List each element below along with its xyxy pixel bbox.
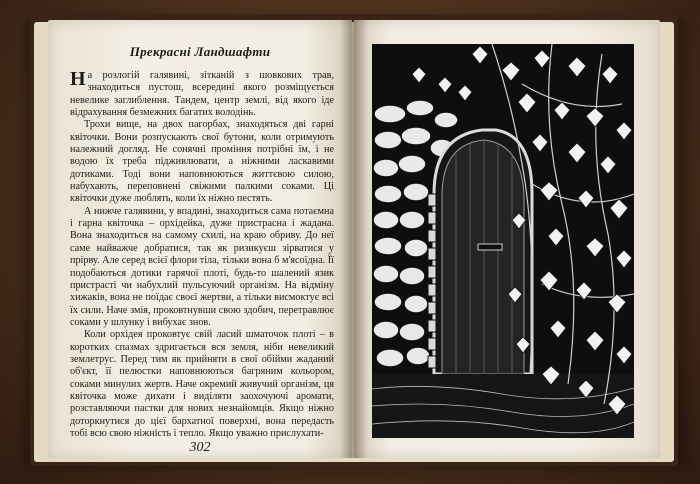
right-page bbox=[354, 20, 660, 458]
book-spine-shadow bbox=[340, 20, 368, 458]
left-page bbox=[48, 20, 352, 458]
paragraph-text: а розлогій галявині, зітканій з шовкових трав, знаходиться пустош, всередині якого розміщується невелике заглиблення. Тандем, центр землі, від якого ідe відрахування безмежних багатих володінь. bbox=[70, 70, 334, 119]
drop-cap: Н bbox=[70, 68, 86, 90]
page-body-text bbox=[70, 70, 334, 440]
page-number: 302 bbox=[189, 440, 211, 455]
paragraph: Коли орхідея проковтує свій ласий шматочок плоті – в коротких спазмах здригається вся земля, ніби невеликий землетрус. Перед тим як прийняти в свої обійми жаданий об'єкт, її пелюстки наповнюються багряним кольором, соками минулих жертв. Наче окремий живучий організм, ця квіточка може дихати і виділяти заохочуючі аромати, розставляючи пастки для нових незнайомців. Якщо ніжно доторкнутися до цієї бархатної поверхні, вона передасть тобі всю свою ніжність і тепло. Якщо уважно прислухати- bbox=[70, 329, 334, 439]
paragraph bbox=[70, 70, 334, 119]
running-head: Прекрасні Ландшафти bbox=[129, 44, 271, 59]
illustration-artwork bbox=[372, 44, 634, 438]
paragraph: Трохи вище, на двох пагорбах, знаходяться дві гарні квіточки. Вони розпускають свої бутони, коли отримують належний догляд. Не сонячні проміння потрібні їм, і не водою їх треба підживлювати, а ніжними ласкавими дотиками. Тоді вони наповнюються життєвою силою, набухають, переповнені свіжими палкими соками. Ці квіточки дуже люблять, коли їх ніжно пестять. bbox=[70, 119, 334, 205]
ivy-archway-illustration bbox=[372, 44, 634, 438]
door-latch bbox=[478, 244, 502, 250]
paragraph: А нижче галявини, у впадині, знаходиться сама потаємна і гарна квіточка – орхідейка, дуже пристрасна і жадана. Вона знаходиться на самому схилі, на краю обриву. До неї саме найважче добратися, так як ризикуєш зірватися у прірву. Але серед всієї флори тіла, тільки вона б м'ясоїдна. Її подобаються дотики гарячої плоті, будь-то шалений язик пристрасті чи набухлий пульсуючий організм. На відміну хижаків, вона не поїдає своєї жертви, а тільки висмоктує всі їх сили. Наче змія, проковтнувши свою здобич, перетравлює соками у шлунку і вибухає знов. bbox=[70, 205, 334, 328]
